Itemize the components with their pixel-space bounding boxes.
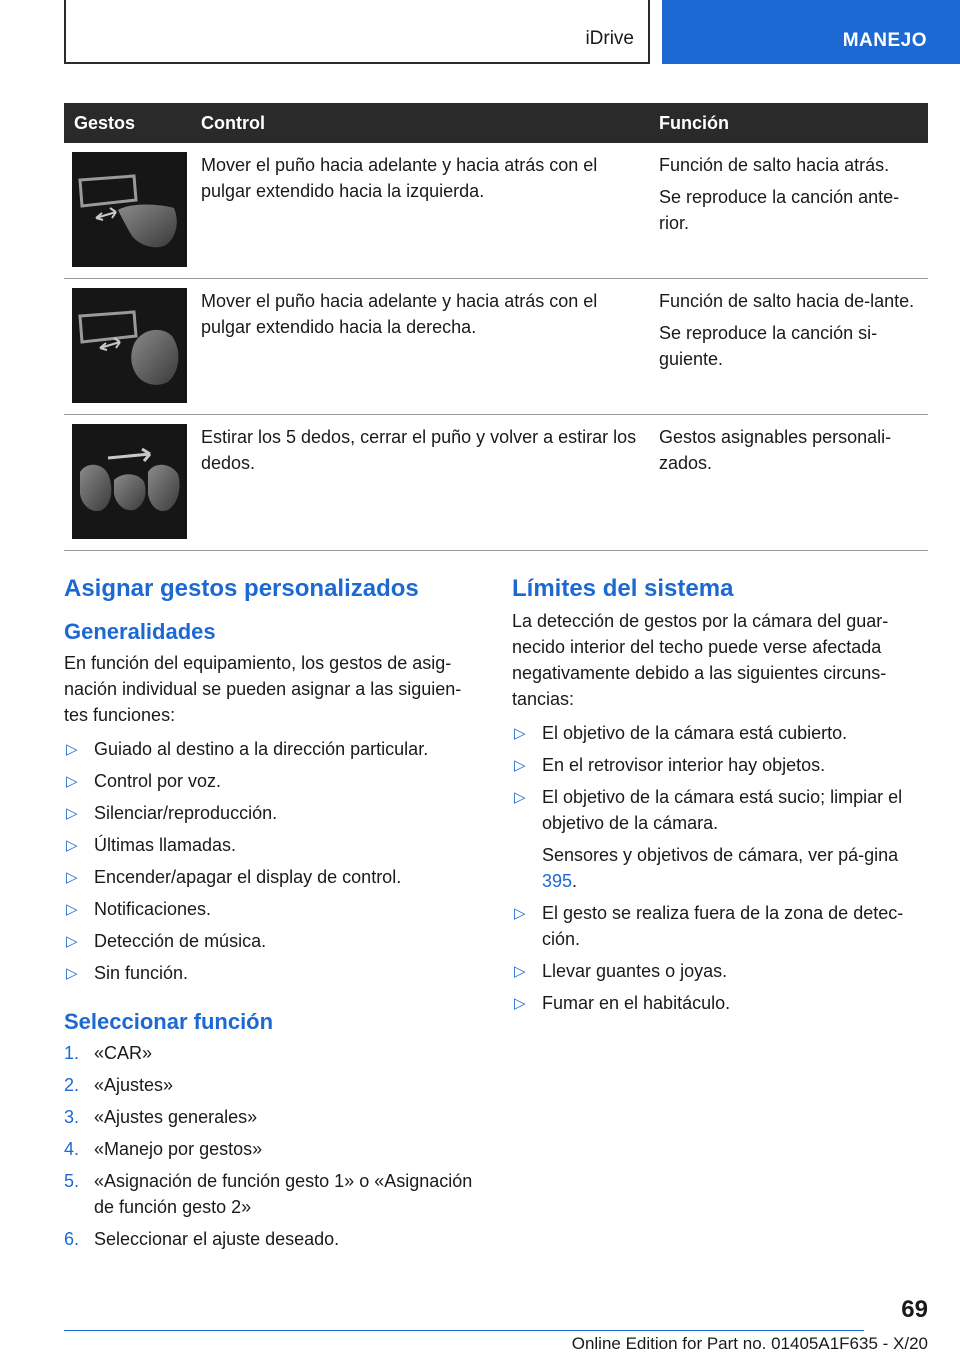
triangle-bullet-icon: ▷ xyxy=(514,725,526,742)
limits-list xyxy=(512,720,928,1016)
step-item: 5. «Asignación de función gesto 1» o «Asignación de función gesto 2» xyxy=(64,1171,473,1217)
header-chapter-tab xyxy=(662,0,960,64)
general-text: En función del equipamiento, los gestos de asig-nación individual se pueden asignar a las siguien-tes funciones: xyxy=(64,653,462,725)
step-item: 4. «Manejo por gestos» xyxy=(64,1139,263,1159)
triangle-bullet-icon: ▷ xyxy=(66,965,78,982)
header-section-tab xyxy=(64,0,650,64)
list-item: ▷ El objetivo de la cámara está sucio; limpiar el objetivo de la cámara. Sensores y objetivos de cámara, ver pá-gina 395. xyxy=(512,784,928,894)
list-item: ▷ El objetivo de la cámara está cubierto. xyxy=(512,720,928,746)
gesture-thumb-right-icon xyxy=(72,288,187,403)
function-list xyxy=(64,736,484,986)
header-section-label: iDrive xyxy=(585,28,634,49)
list-item: ▷ Notificaciones. xyxy=(64,896,484,922)
gesture-thumb-left-icon xyxy=(72,152,187,267)
row-function-line: Se reproduce la canción ante-rior. xyxy=(659,187,900,233)
list-item: ▷ Sin función. xyxy=(64,960,484,986)
step-item: 6. Seleccionar el ajuste deseado. xyxy=(64,1229,340,1249)
header-funcion: Función xyxy=(659,112,729,133)
table-row xyxy=(64,143,928,279)
row-function xyxy=(659,279,928,414)
row-control-text: Estirar los 5 dedos, cerrar el puño y volver a estirar los dedos. xyxy=(201,427,637,473)
triangle-bullet-icon: ▷ xyxy=(514,757,526,774)
triangle-bullet-icon: ▷ xyxy=(514,995,526,1012)
header-chapter-label: MANEJO xyxy=(842,30,927,51)
triangle-bullet-icon: ▷ xyxy=(514,963,526,980)
subtitle-seleccionar: Seleccionar función xyxy=(64,1009,274,1034)
triangle-bullet-icon: ▷ xyxy=(514,905,526,922)
subtitle-generalidades: Generalidades xyxy=(64,619,216,644)
row-function-line: Función de salto hacia de-lante. xyxy=(659,291,915,311)
triangle-bullet-icon: ▷ xyxy=(66,805,78,822)
footer-edition: Online Edition for Part no. 01405A1F635 - X/20 xyxy=(571,1334,928,1353)
list-item: ▷ Llevar guantes o joyas. xyxy=(512,958,928,984)
table-row xyxy=(64,415,928,551)
page-link-395[interactable]: 395 xyxy=(542,871,573,891)
triangle-bullet-icon: ▷ xyxy=(66,901,78,918)
list-item: ▷ El gesto se realiza fuera de la zona de detec-ción. xyxy=(514,903,904,949)
list-item: ▷ Control por voz. xyxy=(64,768,484,794)
step-item: 2. «Ajustes» xyxy=(64,1075,174,1095)
triangle-bullet-icon: ▷ xyxy=(66,837,78,854)
row-function-line: Función de salto hacia atrás. xyxy=(659,155,890,175)
cross-reference-note: Sensores y objetivos de cámara, ver pá-gina 395. xyxy=(542,845,899,891)
row-control-text: Mover el puño hacia adelante y hacia atrás con el pulgar extendido hacia la derecha. xyxy=(201,291,598,337)
table-row xyxy=(64,279,928,415)
list-item: ▷ En el retrovisor interior hay objetos. xyxy=(512,752,928,778)
triangle-bullet-icon: ▷ xyxy=(514,789,526,806)
list-item: ▷ Silenciar/reproducción. xyxy=(64,800,484,826)
triangle-bullet-icon: ▷ xyxy=(66,869,78,886)
table-header xyxy=(64,103,928,143)
steps-list xyxy=(64,1040,484,1252)
row-function-line: Se reproduce la canción si-guiente. xyxy=(659,323,878,369)
step-item: 1. «CAR» xyxy=(64,1043,153,1063)
step-item: 3. «Ajustes generales» xyxy=(64,1107,258,1127)
row-control-text: Mover el puño hacia adelante y hacia atrás con el pulgar extendido hacia la izquierda. xyxy=(201,155,598,201)
limits-intro: La detección de gestos por la cámara del guar-necido interior del techo puede verse afectada negativamente debido a las siguientes circuns-tancias: xyxy=(512,611,889,709)
row-function xyxy=(659,143,928,278)
section-title-limites: Límites del sistema xyxy=(512,575,734,602)
list-item: ▷ Detección de música. xyxy=(64,928,484,954)
left-column xyxy=(64,572,484,1258)
list-item: ▷ Fumar en el habitáculo. xyxy=(512,990,928,1016)
header-gestos: Gestos xyxy=(74,112,136,133)
row-function xyxy=(659,415,928,550)
list-item: ▷ Últimas llamadas. xyxy=(64,832,484,858)
triangle-bullet-icon: ▷ xyxy=(66,773,78,790)
footer-divider xyxy=(64,1330,864,1331)
header-control: Control xyxy=(201,112,265,133)
right-column xyxy=(512,572,928,1022)
gesture-thumb-custom-icon xyxy=(72,424,187,539)
row-function-line: Gestos asignables personali-zados. xyxy=(659,427,892,473)
gestures-table xyxy=(64,103,928,551)
triangle-bullet-icon: ▷ xyxy=(66,933,78,950)
page-number: 69 xyxy=(901,1296,928,1323)
list-item: ▷ Guiado al destino a la dirección particular. xyxy=(64,736,484,762)
section-title-asignar: Asignar gestos personalizados xyxy=(64,575,419,602)
triangle-bullet-icon: ▷ xyxy=(66,741,78,758)
list-item: ▷ Encender/apagar el display de control. xyxy=(64,864,484,890)
